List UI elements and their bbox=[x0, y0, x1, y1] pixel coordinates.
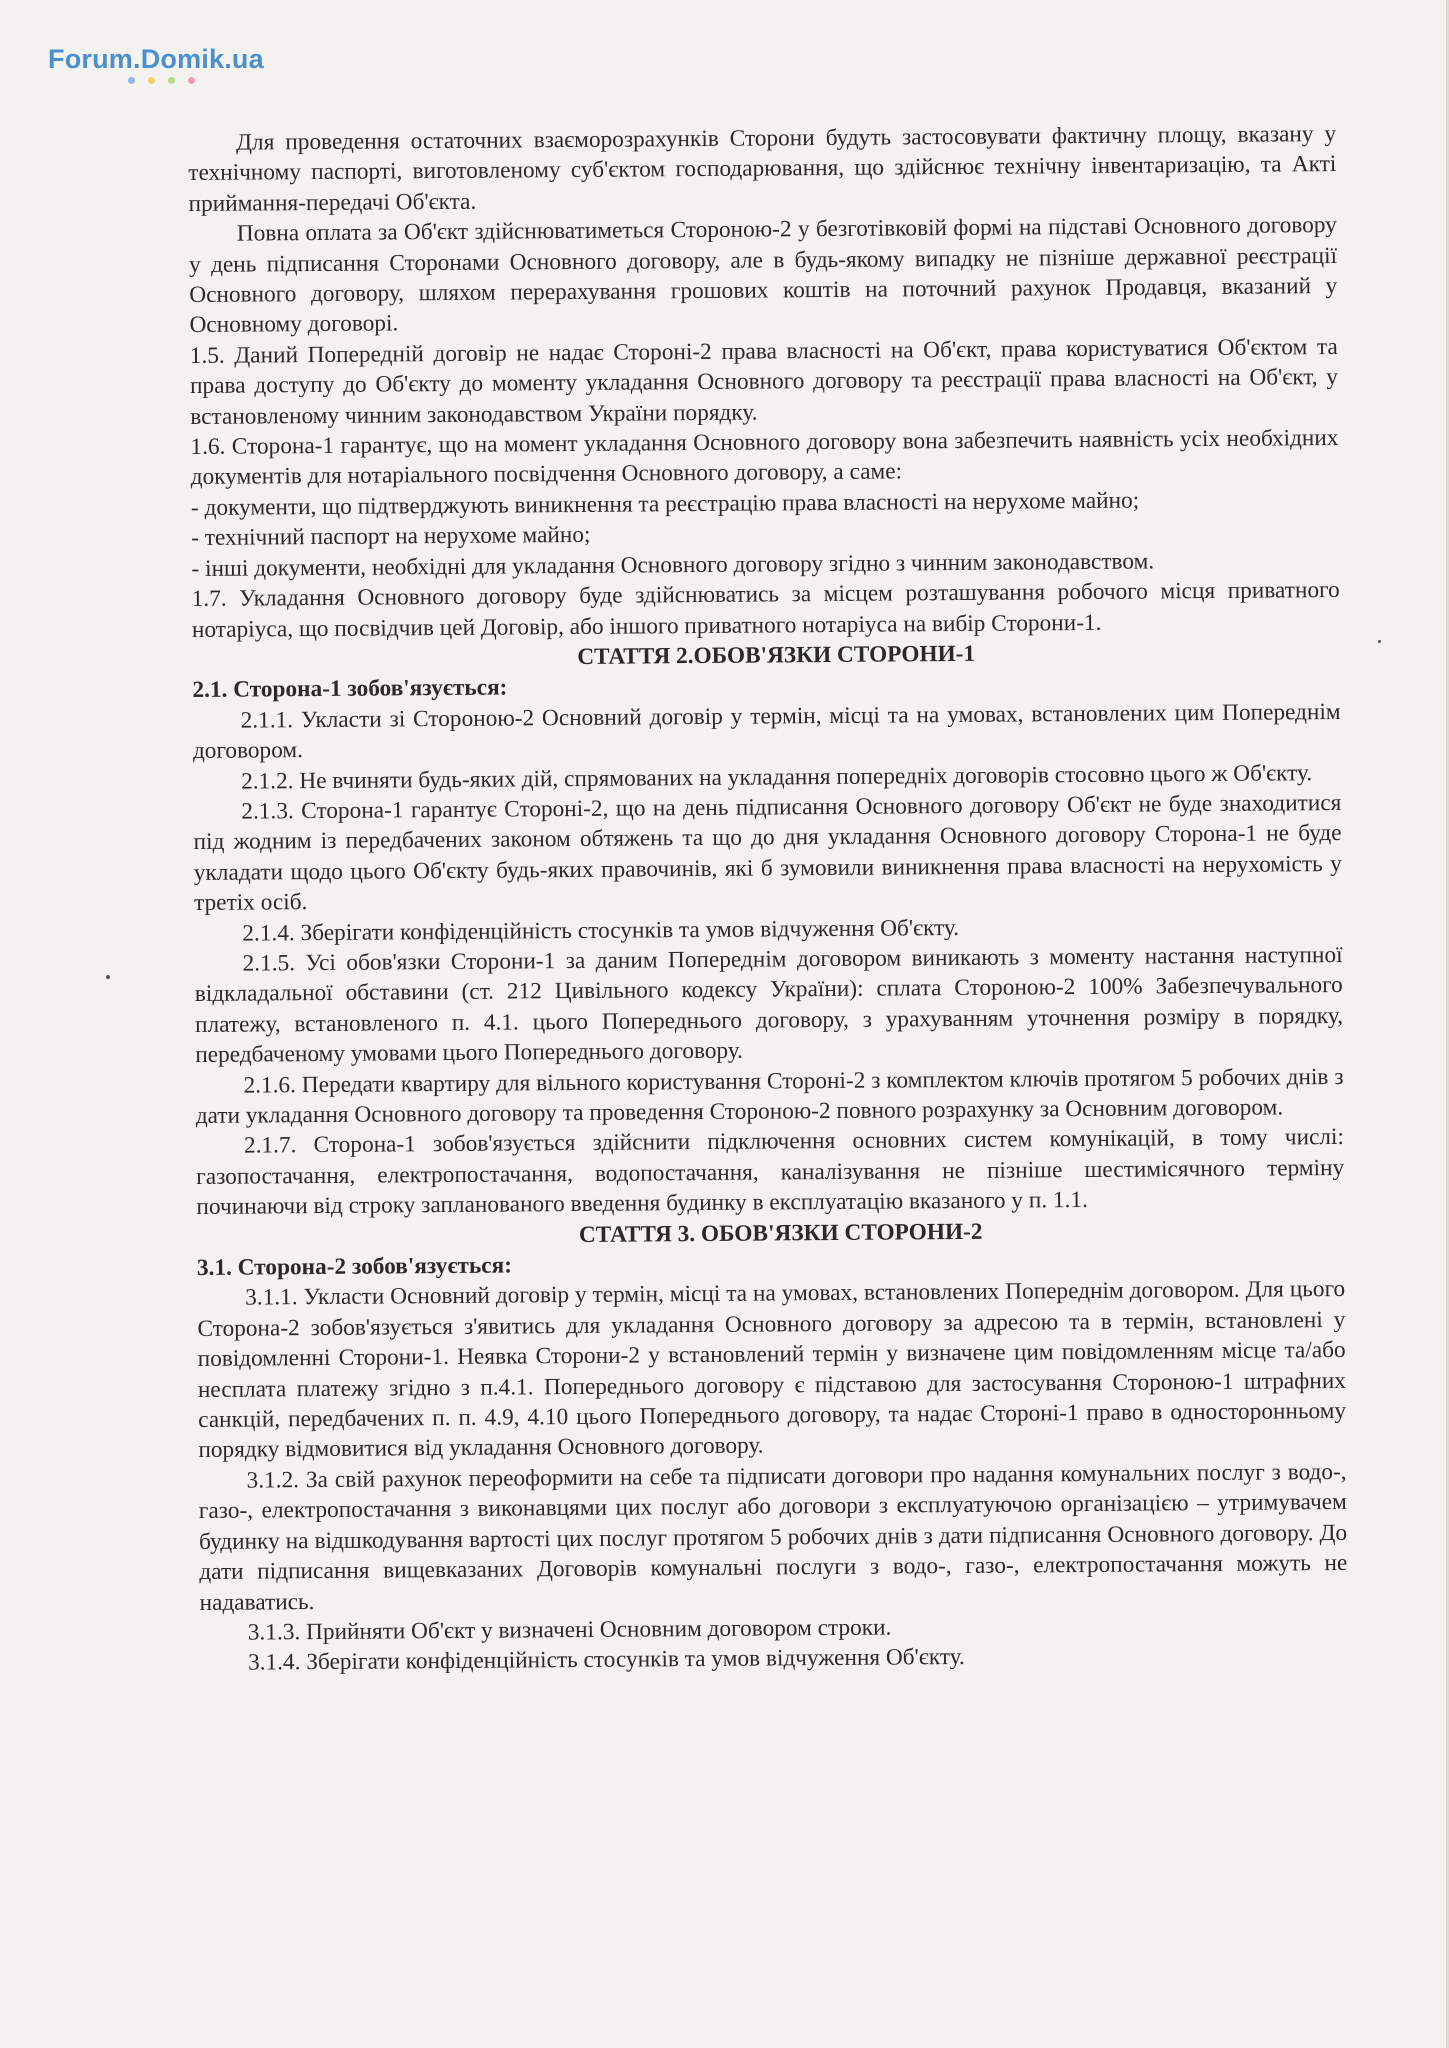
paragraph: Для проведення остаточних взаєморозрахунків Сторони будуть застосовувати фактичну площу, вказану у технічному паспорті, виготовленому суб'єктом господарювання, що здійснює технічну інвентаризацію, та Акті приймання-передачі Об'єкта. bbox=[188, 120, 1337, 217]
article-3-lead: 3.1. Сторона-2 зобов'язується: bbox=[196, 1252, 513, 1281]
clause-2-1-2: 2.1.2. Не вчиняти будь-яких дій, спрямованих на укладання попередніх договорів стосовно цього ж Об'єкту. bbox=[241, 759, 1313, 795]
clause-3-1-2: 3.1.2. За свій рахунок переоформити на себе та підписати договори про надання комунальних послуг з водо-, газо-, електропостачання з виконавцями цих послуг або договори з експлуатуючою організацією – утримувачем будинку на відшкодування вартості цих послуг протягом 5 робочих днів з дати підписання Основного договору. До дати підписання вищевказаних Договорів комунальні послуги з водо-, газо-, електропостачання можуть не надаватись. bbox=[198, 1458, 1348, 1616]
clause-1-6: 1.6. Сторона-1 гарантує, що на момент укладання Основного договору вона забезпечить наявність усіх необхідних документів для нотаріального посвідчення Основного договору, а саме: bbox=[190, 425, 1339, 491]
list-item: - інші документи, необхідні для укладання Основного договору згідно з чинним законодавством. bbox=[191, 548, 1155, 582]
watermark-text: Forum.Domik.ua bbox=[48, 44, 264, 74]
clause-2-1-7: 2.1.7. Сторона-1 зобов'язується здійснити підключення основних систем комунікацій, в тому числі: газопостачання, електропостачання, водопостачання, каналізування не пізніше шестимісячного терміну починаючи від строку запланованого введення будинку в експлуатацію вказаного у п. 1.1. bbox=[196, 1124, 1345, 1221]
list-item: - документи, що підтверджують виникнення та реєстрацію права власності на нерухоме майно; bbox=[190, 487, 1140, 521]
clause-3-1-3: 3.1.3. Прийняти Об'єкт у визначені Основним договором строки. bbox=[247, 1614, 892, 1646]
watermark-logo bbox=[48, 44, 264, 75]
article-3-title: СТАТТЯ 3. ОБОВ'ЯЗКИ СТОРОНИ-2 bbox=[578, 1218, 983, 1248]
clause-2-1-5: 2.1.5. Усі обов'язки Сторони-1 за даним Попереднім договором виникають з моменту настання наступної відкладальної обставини (ст. 212 Цивільного кодексу України): сплата Стороною-2 100% Забезпечувального платежу, встановленого п. 4.1. цього Попереднього договору, з урахуванням уточнення розміру в порядку, передбаченому умовами цього Попереднього договору. bbox=[194, 941, 1344, 1069]
paragraph: Повна оплата за Об'єкт здійснюватиметься Стороною-2 у безготівковій формі на підставі Основного договору у день підписання Сторонами Основного договору, але в будь-якому випадку не пізніше державної реєстрації Основного договору, шляхом перерахування грошових коштів на поточний рахунок Продавця, вказаний у Основному договорі. bbox=[188, 212, 1338, 339]
watermark-dot bbox=[148, 77, 155, 84]
clause-1-5: 1.5. Даний Попередній договір не надає Стороні-2 права власності на Об'єкт, права користуватися Об'єктом та права доступу до Об'єкту до моменту укладання Основного договору та реєстрації права власності на Об'єкт, у встановленому чинним законодавством України порядку. bbox=[189, 333, 1339, 430]
clause-2-1-3: 2.1.3. Сторона-1 гарантує Стороні-2, що на день підписання Основного договору Об'єкт не буде знаходитися під жодним із передбачених законом обтяжень та що до дня укладання Основного договору Сторона-1 не буде укладати щодо цього Об'єкту будь-яких правочинів, які б зумовили виникнення права власності на нерухомість у третіх осіб. bbox=[193, 789, 1342, 917]
article-2-title: СТАТТЯ 2.ОБОВ'ЯЗКИ СТОРОНИ-1 bbox=[577, 640, 976, 670]
watermark-dots bbox=[128, 77, 195, 84]
clause-3-1-4: 3.1.4. Зберігати конфіденційність стосунків та умов відчуження Об'єкту. bbox=[247, 1644, 965, 1676]
article-2-lead: 2.1. Сторона-1 зобов'язується: bbox=[192, 674, 508, 704]
watermark-dot bbox=[188, 77, 195, 84]
list-item: - технічний паспорт на нерухоме майно; bbox=[191, 522, 591, 552]
clause-2-1-1: 2.1.1. Укласти зі Стороною-2 Основний договір у термін, місці та на умовах, встановлених цим Попереднім договором. bbox=[192, 698, 1341, 765]
scan-speck bbox=[106, 975, 110, 979]
clause-3-1-1: 3.1.1. Укласти Основний договір у термін, місці та на умовах, встановлених Попереднім договором. Для цього Сторона-2 зобов'язується з'явитись для укладання Основного договору за адресою та в термін, встановлені у повідомленні Сторони-1. Неявка Сторони-2 у встановлений термін у визначене цим повідомленням місце та/або несплата платежу згідно з п.4.1. Попереднього договору є підставою для застосування Стороною-1 штрафних санкцій, передбачених п. п. 4.9, 4.10 цього Попереднього договору, та надає Стороні-1 право в односторонньому порядку відмовитися від укладання Основного договору. bbox=[197, 1276, 1347, 1464]
clause-1-7: 1.7. Укладання Основного договору буде здійснюватись за місцем розташування робочого місця приватного нотаріуса, що посвідчив цей Договір, або іншого приватного нотаріуса на вибір Сторони-1. bbox=[191, 577, 1340, 643]
clause-2-1-6: 2.1.6. Передати квартиру для вільного користування Стороні-2 з комплектом ключів протягом 5 робочих днів з дати укладання Основного договору та проведення Стороною-2 повного розрахунку за Основним договором. bbox=[195, 1063, 1344, 1129]
clause-2-1-4: 2.1.4. Зберігати конфіденційність стосунків та умов відчуження Об'єкту. bbox=[242, 914, 960, 947]
watermark-dot bbox=[168, 77, 175, 84]
watermark-dot bbox=[128, 77, 135, 84]
contract-page bbox=[188, 119, 1348, 1679]
scan-speck bbox=[1378, 640, 1381, 643]
